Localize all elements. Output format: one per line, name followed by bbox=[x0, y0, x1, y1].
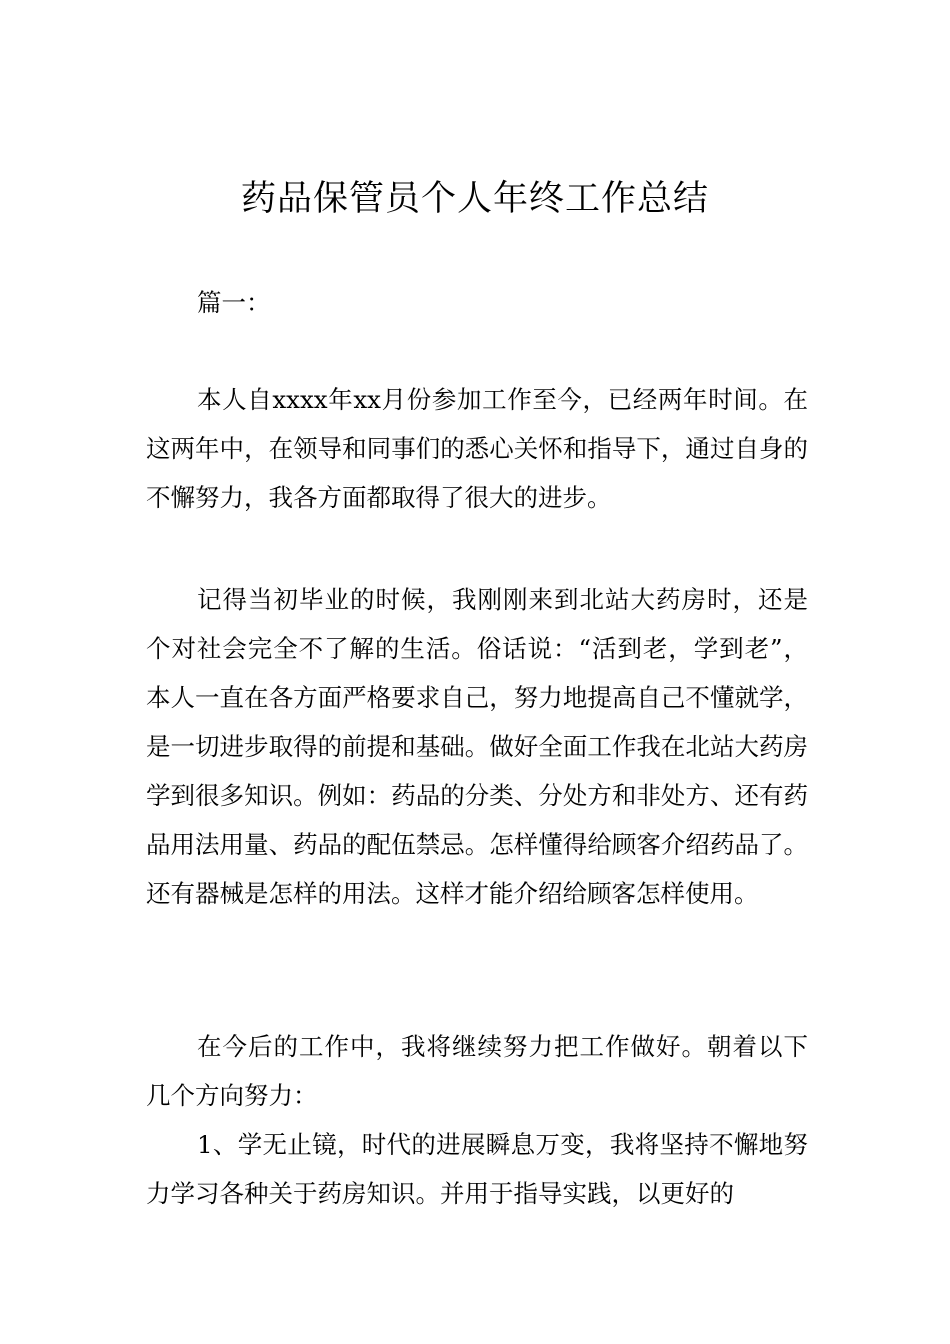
document-title: 药品保管员个人年终工作总结 bbox=[240, 179, 709, 219]
paragraph-experience: 记得当初毕业的时候，我刚刚来到北站大药房时，还是个对社会完全不了解的生活。俗话说：“活到老，学到老”，本人一直在各方面严格要求自己，努力地提高自己不懂就学，是一切进步取得的前提和基础。做好全面工作我在北站大药房学到很多知识。例如：药品的分类、分处方和非处方、还有药品用法用量、药品的配伍禁忌。怎样懂得给顾客介绍药品了。还有器械是怎样的用法。这样才能介绍给顾客怎样使用。 bbox=[146, 585, 808, 908]
paragraph-future-plan: 在今后的工作中，我将继续努力把工作做好。朝着以下几个方向努力： bbox=[146, 1032, 808, 1110]
paragraph-intro: 本人自xxxx年xx月份参加工作至今，已经两年时间。在这两年中，在领导和同事们的悉心关怀和指导下，通过自身的不懈努力，我各方面都取得了很大的进步。 bbox=[146, 385, 808, 512]
section-heading: 篇一： bbox=[197, 288, 271, 317]
paragraph-point-one: 1、学无止镜，时代的进展瞬息万变，我将坚持不懈地努力学习各种关于药房知识。并用于指导实践，以更好的 bbox=[146, 1130, 808, 1208]
